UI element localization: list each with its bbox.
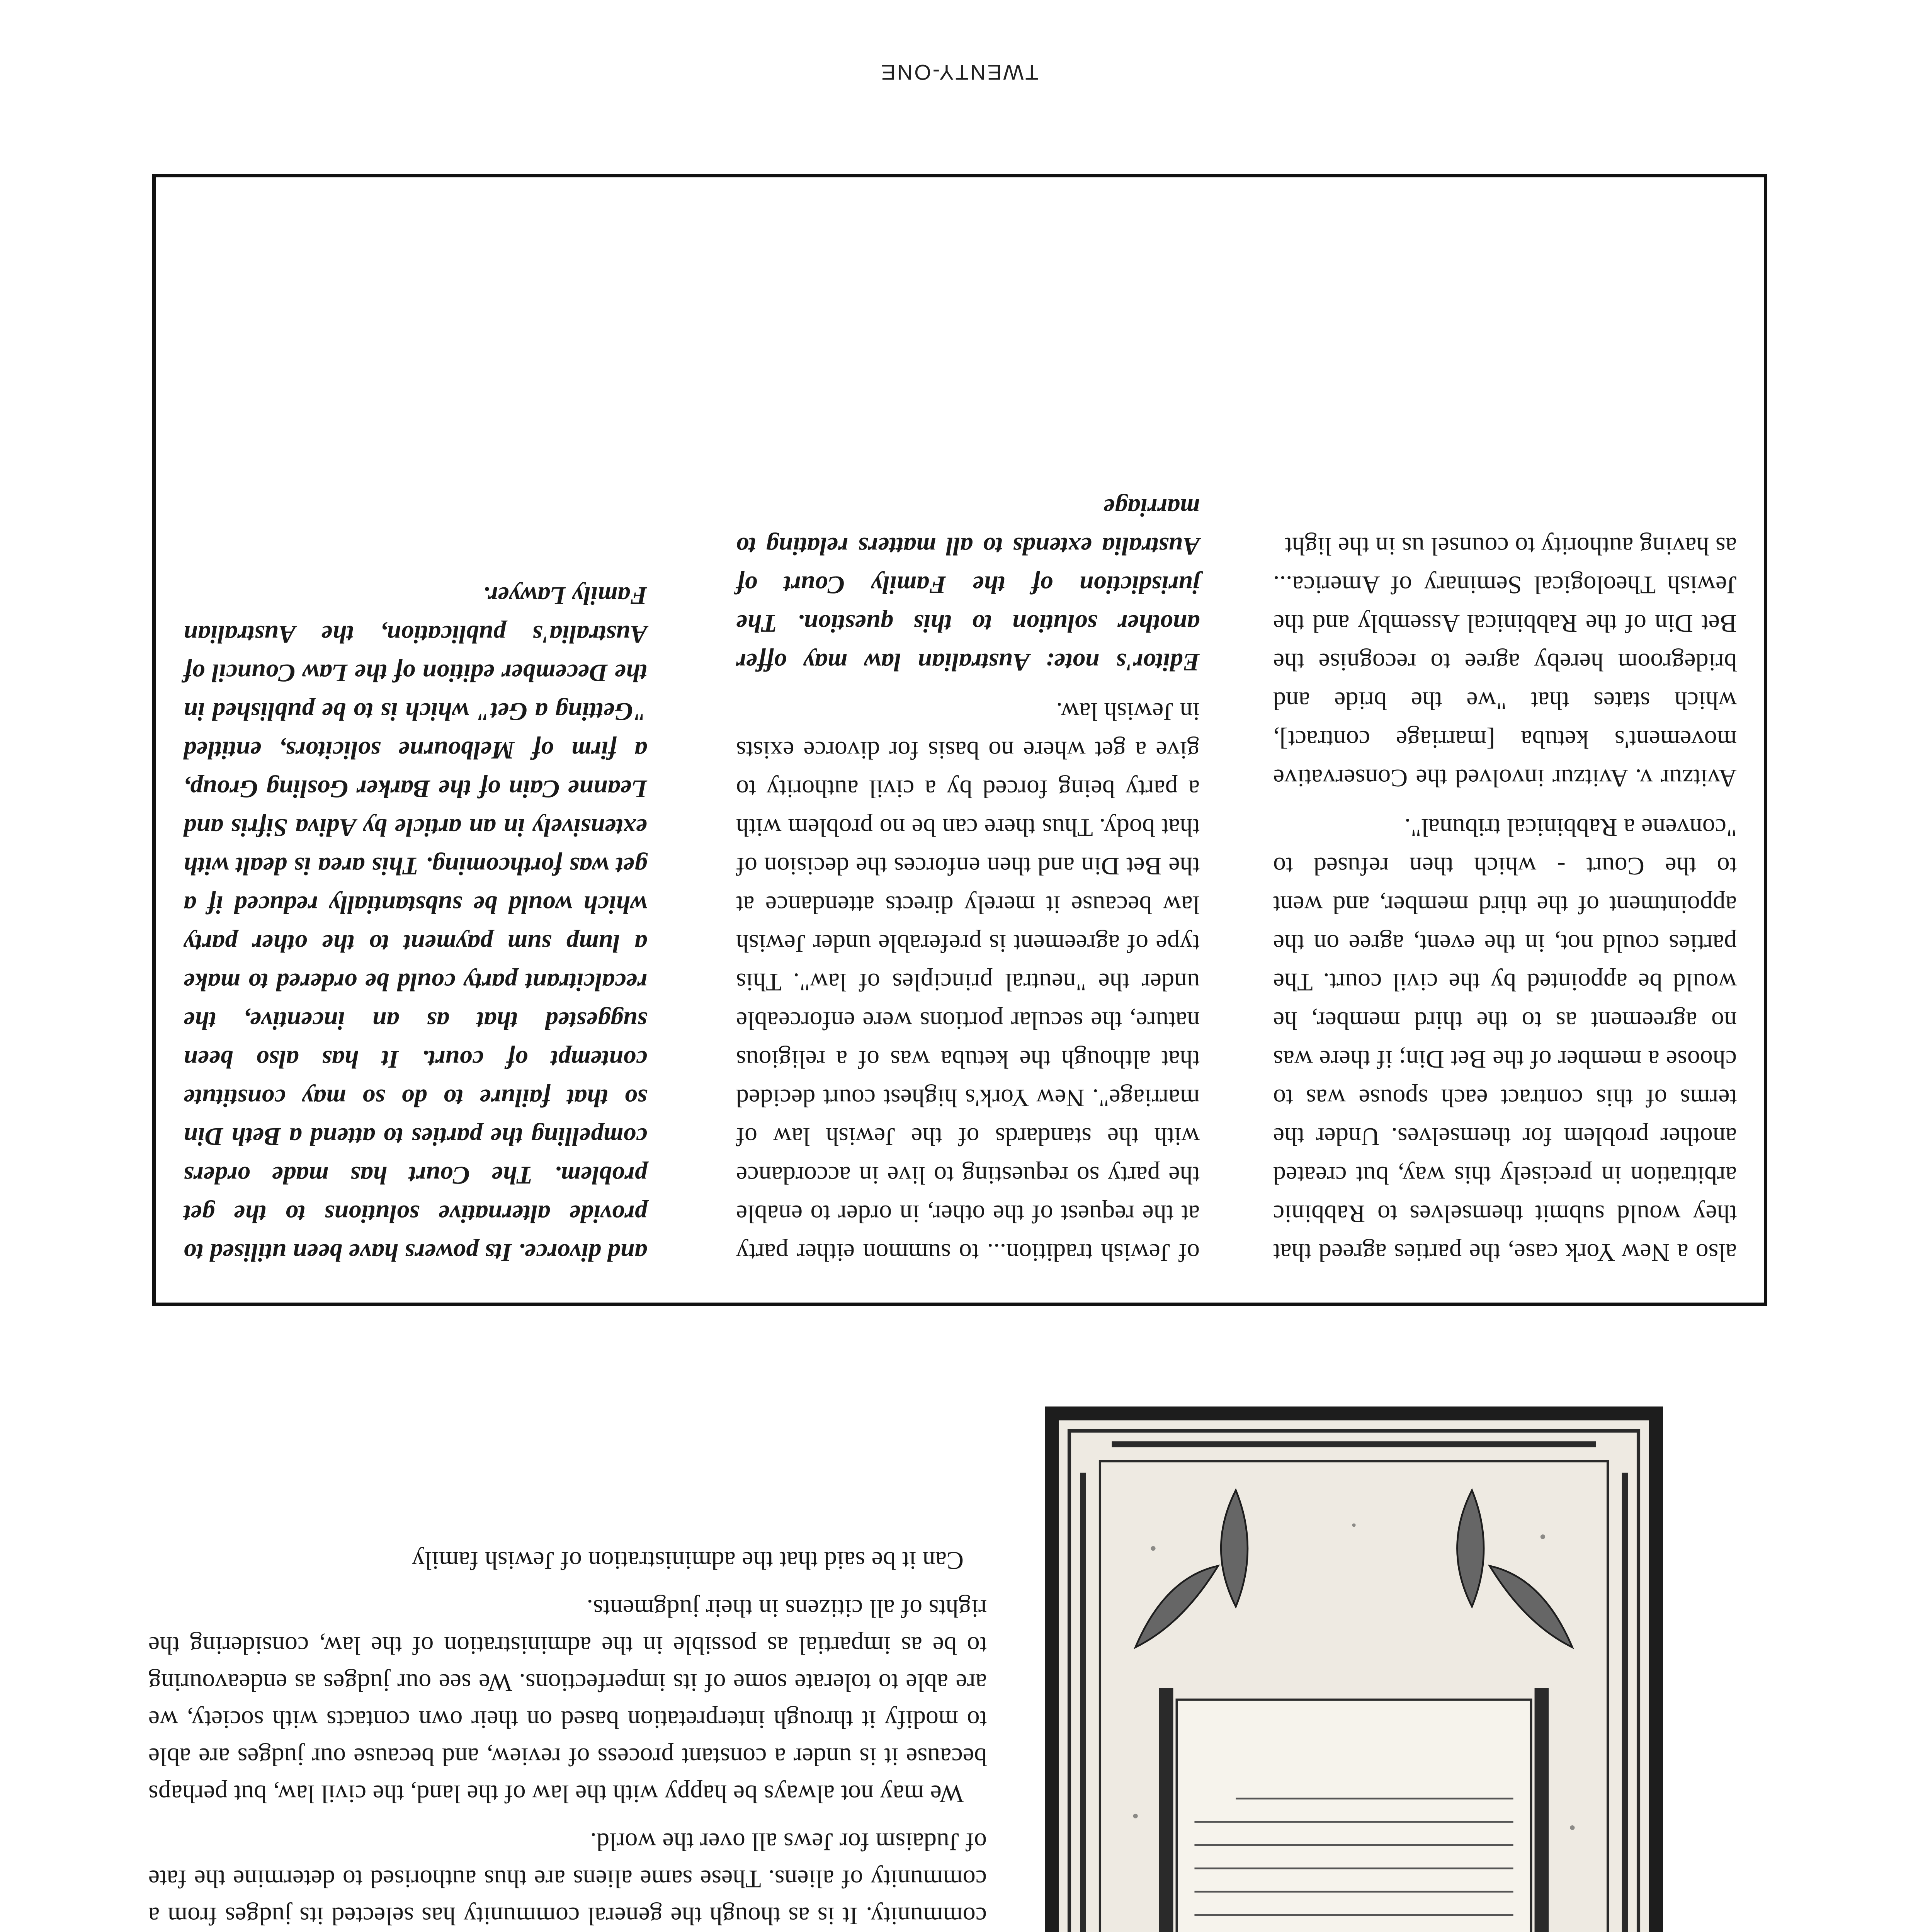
- box-paragraph: Avitzur v. Avitzur involved the Conservative movement's ketuba [marriage contract], which states that "we the bride and bridegroom hereby agree to recognise the Bet Din of the Rabbinical Assembly and the Jewish Theological Seminary of America... as having authority to counsel us in the light: [1273, 532, 1737, 792]
- page-number: TWENTY-ONE: [879, 60, 1039, 85]
- body-paragraph: Can it be said that the administration of Jewish family: [412, 1546, 964, 1575]
- boxed-section: [152, 174, 1767, 1306]
- article-body: [148, 1531, 987, 1932]
- ketuba-artwork: [1059, 1420, 1649, 1932]
- box-paragraph: also a New York case, the parties agreed that they would submit themselves to Rabbinic arbitration in precisely this way, but created another problem for themselves. Under the terms of this contract each spouse was to choose a member of the Bet Din; if there was no agreement as to the third member, he would be appointed by the civil court. The parties could not, in the event, agree on the appointment of the third member, and went to the Court - which then refused to "convene a Rabbinical tribunal".: [1273, 813, 1737, 1267]
- editors-note-continued: and divorce. Its powers have been utilised to provide alternative solutions to the get problem. The Court has made orders compelling the parties to attend a Beth Din so that failure to do so may constitute contempt of court. It has also been suggested that as an incentive, the recalcitrant party could be ordered to make a lump sum payment to the other party which would be substantially reduced if a get was forthcoming. This area is dealt with extensively in an article by Adiva Sifris and Leanne Cain of the Barker Gosling Group, a firm of Melbourne solicitors, entitled "Getting a Get" which is to be published in the December edition of the Law Council of Australia's publication, the Australian Family Lawyer.: [184, 582, 647, 1267]
- box-column-3: [184, 565, 647, 1272]
- box-paragraph: of Jewish tradition... to summon either party at the request of the other, in order to enable the party so requesting to live in accordance with the standards of the Jewish law of marriage". New York's highest court decided that although the ketuba was of a religious nature, the secular portions were enforceable under the "neutral principles of law". This type of agreement is preferable under Jewish law because it merely directs attendance at the Bet Din and then enforces the decision of that body. Thus there can be no problem with a party being forced by a civil authority to give a get where no basis for divorce exists in Jewish law.: [736, 697, 1200, 1267]
- box-column-1: [1273, 516, 1737, 1272]
- body-paragraph: community. It is as though the general community has selected its judges from a community of aliens. These same aliens are thus authorised to determine the fate of Judaism for Jews all over the world.: [148, 1828, 987, 1930]
- ketuba-illustration: [1045, 1406, 1663, 1932]
- box-column-2: [736, 477, 1200, 1272]
- editors-note: Editor's note: Australian law may offer another solution to this question. The jurisdiction of the Family Court of Australia extends to all matters relating to marriage: [736, 493, 1200, 676]
- body-paragraph: We may not always be happy with the law of the land, the civil law, but perhaps because it is under a constant process of review, and because our judges are able to modify it through interpretation based on their own contacts with society, we are able to tolerate some of its imperfections. We see our judges as endeavouring to be as impartial as possible in the administration of the law, considering the rights of all citizens in their judgments.: [148, 1594, 987, 1808]
